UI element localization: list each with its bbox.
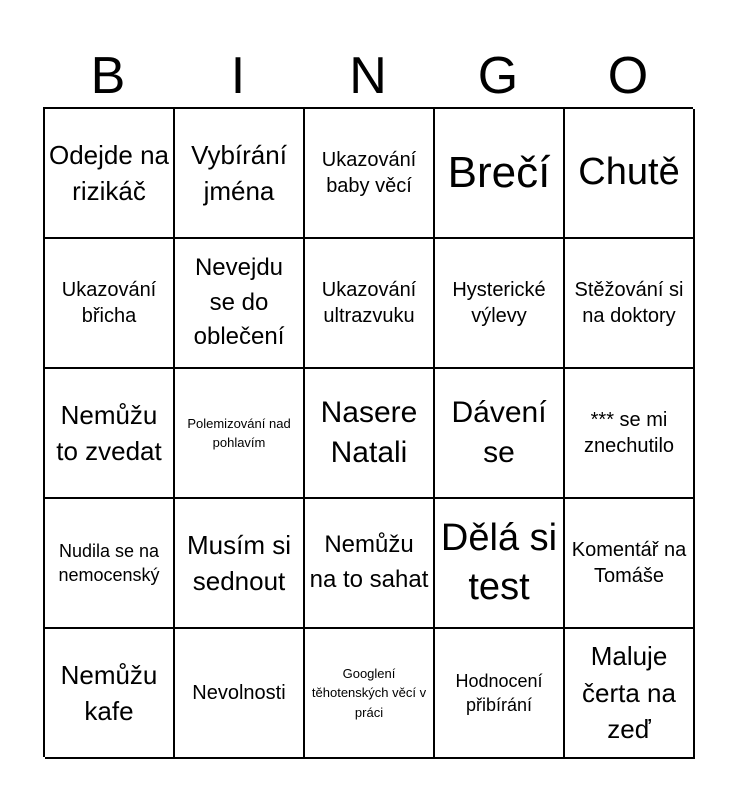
bingo-header xyxy=(43,46,693,106)
bingo-cell[interactable]: Nevolnosti xyxy=(175,629,305,759)
bingo-cell[interactable]: Hysterické výlevy xyxy=(435,239,565,369)
bingo-cell[interactable]: Dělá si test xyxy=(435,499,565,629)
header-letter-g: G xyxy=(477,47,519,105)
bingo-cell[interactable]: Googlení těhotenských věcí v práci xyxy=(305,629,435,759)
bingo-cell[interactable]: Komentář na Tomáše xyxy=(565,499,695,629)
bingo-cell[interactable]: Nudila se na nemocenský xyxy=(45,499,175,629)
bingo-cell[interactable]: Maluje čerta na zeď xyxy=(565,629,695,759)
header-letter-n: N xyxy=(349,47,387,105)
bingo-cell[interactable]: Ukazování ultrazvuku xyxy=(305,239,435,369)
header-letter-b: B xyxy=(90,47,126,105)
bingo-cell[interactable]: Nemůžu kafe xyxy=(45,629,175,759)
bingo-cell[interactable]: Stěžování si na doktory xyxy=(565,239,695,369)
bingo-cell[interactable]: Dávení se xyxy=(435,369,565,499)
bingo-cell[interactable]: Polemizování nad pohlavím xyxy=(175,369,305,499)
bingo-cell[interactable]: *** se mi znechutilo xyxy=(565,369,695,499)
header-letter-i: I xyxy=(230,47,246,105)
bingo-cell[interactable]: Brečí xyxy=(435,109,565,239)
bingo-cell[interactable]: Nasere Natali xyxy=(305,369,435,499)
bingo-cell[interactable]: Nemůžu to zvedat xyxy=(45,369,175,499)
bingo-cell[interactable]: Chutě xyxy=(565,109,695,239)
bingo-grid xyxy=(43,107,693,757)
bingo-cell[interactable]: Ukazování břicha xyxy=(45,239,175,369)
bingo-cell[interactable]: Nemůžu na to sahat xyxy=(305,499,435,629)
bingo-cell[interactable]: Odejde na rizikáč xyxy=(45,109,175,239)
bingo-cell[interactable]: Musím si sednout xyxy=(175,499,305,629)
bingo-cell[interactable]: Ukazování baby věcí xyxy=(305,109,435,239)
bingo-cell[interactable]: Nevejdu se do oblečení xyxy=(175,239,305,369)
bingo-cell[interactable]: Vybírání jména xyxy=(175,109,305,239)
header-letter-o: O xyxy=(607,47,649,105)
bingo-cell[interactable]: Hodnocení přibírání xyxy=(435,629,565,759)
